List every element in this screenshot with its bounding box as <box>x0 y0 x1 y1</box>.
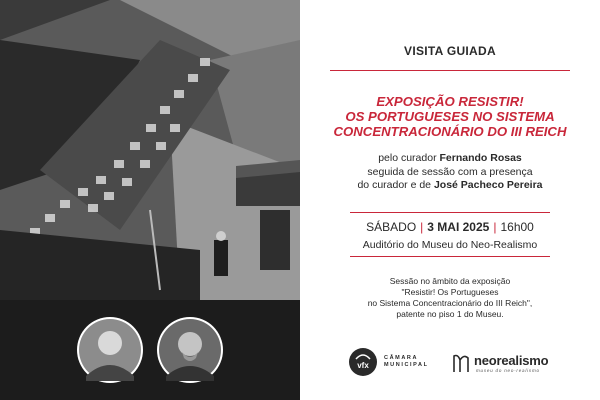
event-day: SÁBADO <box>366 220 417 234</box>
kicker-heading: VISITA GUIADA <box>404 44 496 58</box>
neorealismo-wordmark: neorealismo <box>474 353 549 368</box>
neorealismo-mark-icon <box>452 352 472 374</box>
event-venue: Auditório do Museu do Neo-Realismo <box>362 239 538 251</box>
portrait-fernando-rosas <box>77 317 143 383</box>
quarry-photo <box>0 0 300 300</box>
guest-name: José Pacheco Pereira <box>433 179 543 191</box>
date-separator-1: | <box>420 220 424 234</box>
vfx-line-2: MUNICIPAL <box>384 362 429 368</box>
portrait-jose-pacheco-pereira <box>157 317 223 383</box>
neorealismo-museum-logo <box>452 350 582 378</box>
date-separator-2: | <box>493 220 497 234</box>
info-panel <box>300 0 600 400</box>
exhibition-title <box>300 94 600 139</box>
note-line-3: no Sistema Concentracionário do III Reich", <box>367 298 533 308</box>
session-note <box>300 276 600 320</box>
date-divider-top <box>350 212 550 213</box>
guest-prefix: do curador e de <box>357 179 434 191</box>
curator-prefix: pelo curador <box>378 152 440 164</box>
curator-info <box>300 152 600 193</box>
quarry-photo-illustration <box>0 0 300 300</box>
date-divider-bottom <box>350 256 550 257</box>
neorealismo-subtitle: museu do neo-realismo <box>476 368 540 373</box>
vfx-logo-text <box>384 355 429 369</box>
title-line-2: OS PORTUGUESES NO SISTEMA <box>345 109 555 124</box>
note-line-2: "Resistir! Os Portugueses <box>401 287 499 297</box>
note-line-4: patente no piso 1 do Museu. <box>396 309 504 319</box>
vfx-emblem-icon <box>348 347 378 377</box>
vfx-emblem-text: vfx <box>357 361 369 370</box>
top-divider <box>330 70 570 71</box>
vfx-line-1: CÂMARA <box>384 355 419 361</box>
portraits-band <box>0 300 300 400</box>
note-line-1: Sessão no âmbito da exposição <box>389 276 511 286</box>
event-date-value: 3 MAI 2025 <box>427 220 490 234</box>
portraits-illustration <box>0 300 300 400</box>
curator-line-2: seguida de sessão com a presença <box>367 165 533 178</box>
title-line-1: EXPOSIÇÃO RESISTIR! <box>376 94 524 109</box>
title-line-3: CONCENTRACIONÁRIO DO III REICH <box>333 124 567 139</box>
event-time: 16h00 <box>500 220 534 234</box>
curator-name: Fernando Rosas <box>439 152 522 164</box>
event-date <box>300 220 600 234</box>
